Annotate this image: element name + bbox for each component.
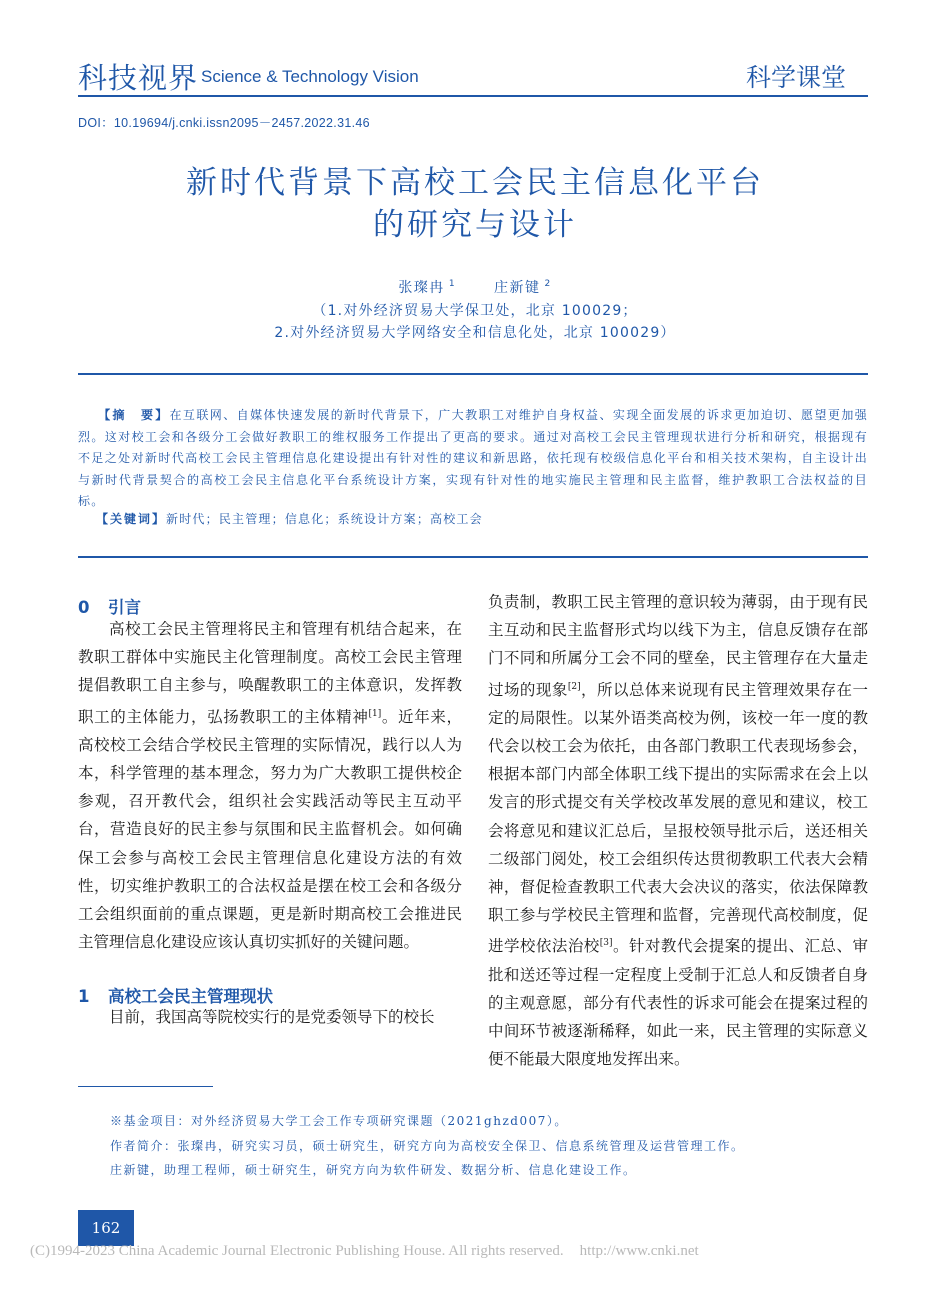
author-2: 庄新键 [493, 280, 541, 296]
copyright-text: (C)1994-2023 China Academic Journal Electronic Publishing House. All rights reserved. [30, 1243, 564, 1259]
citation: [3] [599, 938, 613, 949]
abstract-label: 【摘 要】 [98, 408, 170, 422]
paragraph: 高校工会民主管理将民主和管理有机结合起来，在教职工群体中实施民主化管理制度。高校工会民主管理提倡教职工自主参与，唤醒教职工的主体意识，发挥教职工的主体能力，弘扬教职工的主体精神[1]。近年来，高校校工会结合学校民主管理的实际情况，践行以人为本，科学管理的基本理念，努力为广大教职工提供校企参观，召开教代会，组织社会实践活动等民主互动平台，营造良好的民主参与氛围和民主监督机会。如何确保工会参与高校工会民主管理信息化建设方法的有效性，切实维护教职工的合法权益是摆在校工会和各级分工会组织面前的重点课题，更是新时期高校工会推进民主管理信息化建设应该认真切实抓好的关键问题。 [78, 620, 462, 952]
section-number: 1 [78, 987, 90, 1006]
keywords-text: 新时代；民主管理；信息化；系统设计方案；高校工会 [166, 512, 483, 526]
abstract [78, 405, 868, 513]
author-1: 张璨冉 [398, 280, 445, 296]
journal-name-en: Science & Technology Vision [201, 67, 419, 86]
column-name: 科学课堂 [745, 63, 846, 92]
cnki-url: http://www.cnki.net [579, 1243, 699, 1259]
section-title: 高校工会民主管理现状 [108, 987, 273, 1006]
intro-body [78, 615, 462, 956]
keywords [96, 510, 483, 527]
header-rule [78, 95, 868, 97]
doi: DOI：10.19694/j.cnki.issn2095－2457.2022.31.46 [78, 116, 370, 130]
article-title-line1: 新时代背景下高校工会民主信息化平台 [186, 165, 764, 201]
abstract-top-rule [78, 373, 868, 375]
author-1-mark: 1 [448, 279, 457, 289]
abstract-text: 在互联网、自媒体快速发展的新时代背景下，广大教职工对维护自身权益、实现全面发展的诉求更加迫切、愿望更加强烈。这对校工会和各级分工会做好教职工的维权服务工作提出了更高的要求。通过对高校工会民主管理现状进行分析和研究，根据现有不足之处对新时代高校工会民主管理信息化建设提出有针对性的建议和新思路，依托现有校级信息化平台和相关技术架构，自主设计出与新时代背景契合的高校工会民主信息化平台系统设计方案，实现有针对性的地实施民主管理和民主监督，维护教职工合法权益的目标。 [78, 408, 868, 508]
footnote-fund: ※基金项目：对外经济贸易大学工会工作专项研究课题（2021ghzd007）。 [110, 1114, 568, 1128]
keywords-label: 【关键词】 [96, 512, 167, 526]
footnote-author-intro: 作者简介：张璨冉，研究实习员，硕士研究生，研究方向为高校安全保卫、信息系统管理及运营管理工作。 [110, 1139, 745, 1153]
section-number: 0 [78, 598, 90, 617]
author-2-mark: 2 [544, 279, 552, 289]
status-body-left [78, 1003, 462, 1031]
section-title: 引言 [108, 598, 141, 617]
citation: [1] [368, 708, 382, 719]
article-title-line2: 的研究与设计 [373, 207, 577, 243]
abstract-bottom-rule [78, 556, 868, 558]
status-body-right [488, 588, 868, 1073]
page-number: 162 [78, 1210, 134, 1246]
citation: [2] [567, 681, 581, 692]
paragraph: 目前，我国高等院校实行的是党委领导下的校长 [109, 1008, 435, 1026]
affiliation-2: 2.对外经济贸易大学网络安全和信息化处，北京 100029） [274, 325, 676, 341]
paragraph: 负责制，教职工民主管理的意识较为薄弱，由于现有民主互动和民主监督形式均以线下为主，信息反馈存在部门不同和所属分工会不同的壁垒，民主管理存在大量走过场的现象[2]，所以总体来说现有民主管理效果存在一定的局限性。以某外语类高校为例，该校一年一度的教代会以校工会为依托，由各部门教职工代表现场参会，根据本部门内部全体职工线下提出的实际需求在会上以发言的形式提交有关学校改革发展的意见和建议，校工会将意见和建议汇总后，呈报校领导批示后，送还相关二级部门阅处，校工会组织传达贯彻教职工代表大会精神，督促检查教职工代表大会决议的落实，依法保障教职工参与学校民主管理和监督，完善现代高校制度，促进学校依法治校[3]。针对教代会提案的提出、汇总、审批和送还等过程一定程度上受制于汇总人和反馈者自身的主观意愿，部分有代表性的诉求可能会在提案过程的中间环节被逐渐稀释，如此一来，民主管理的实际意义便不能最大限度地发挥出来。 [488, 593, 868, 1069]
footnote-author-intro-2: 庄新键，助理工程师，硕士研究生，研究方向为软件研发、数据分析、信息化建设工作。 [110, 1163, 637, 1177]
copyright-watermark [30, 1243, 920, 1260]
affiliation-1: （1.对外经济贸易大学保卫处，北京 100029； [312, 303, 638, 319]
footnote-rule [78, 1086, 213, 1087]
journal-name-cn: 科技视界 [78, 61, 199, 95]
author-line [0, 277, 950, 297]
